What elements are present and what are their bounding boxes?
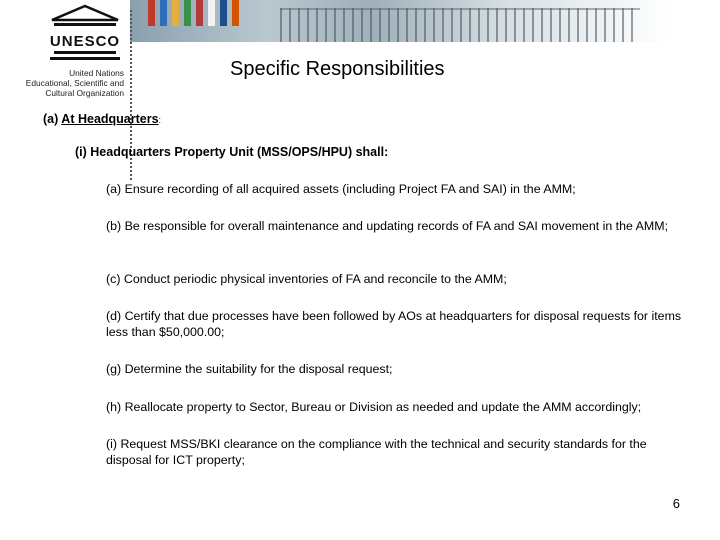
header-photo-banner	[130, 0, 670, 42]
responsibility-item-c: (c) Conduct periodic physical inventories of FA and reconcile to the AMM;	[106, 272, 507, 286]
responsibility-item-b: (b) Be responsible for overall maintenance and updating records of FA and SAI movement in the AMM;	[106, 219, 669, 233]
flag-decoration	[148, 0, 155, 26]
flag-decoration	[196, 0, 203, 26]
section-heading-headquarters	[43, 112, 161, 126]
flag-decoration	[232, 0, 239, 26]
page-number: 6	[672, 496, 680, 511]
responsibility-item-d: (d) Certify that due processes have been followed by AOs at headquarters for disposal requests for items less than $50,000.00;	[106, 309, 682, 339]
unesco-logo	[6, 4, 124, 99]
logo-wordmark: UNESCO	[50, 33, 120, 50]
responsibility-item-h: (h) Reallocate property to Sector, Bureau or Division as needed and update the AMM accordingly;	[106, 400, 642, 414]
flag-decoration	[160, 0, 167, 26]
flag-decoration	[220, 0, 227, 26]
unesco-temple-icon	[50, 4, 120, 62]
logo-organization-name	[6, 68, 124, 98]
responsibility-item-a: (a) Ensure recording of all acquired assets (including Project FA and SAI) in the AMM;	[106, 182, 576, 196]
heading-prefix: (a)	[43, 112, 62, 126]
logo-line: Educational, Scientific and	[25, 78, 124, 88]
flag-decoration	[172, 0, 179, 26]
flag-decoration	[208, 0, 215, 26]
logo-line: United Nations	[69, 68, 124, 78]
building-roof-decoration	[280, 8, 640, 42]
logo-line: Cultural Organization	[45, 88, 124, 98]
subsection-heading-property-unit: (i) Headquarters Property Unit (MSS/OPS/HPU) shall:	[75, 145, 389, 159]
responsibility-item-i: (i) Request MSS/BKI clearance on the compliance with the technical and security standards for the disposal for ICT property;	[106, 437, 647, 467]
heading-colon: :	[158, 115, 162, 125]
flag-decoration	[184, 0, 191, 26]
heading-underlined-text: At Headquarters	[61, 112, 159, 126]
responsibility-item-g: (g) Determine the suitability for the disposal request;	[106, 362, 393, 376]
slide-title: Specific Responsibilities	[230, 58, 445, 80]
